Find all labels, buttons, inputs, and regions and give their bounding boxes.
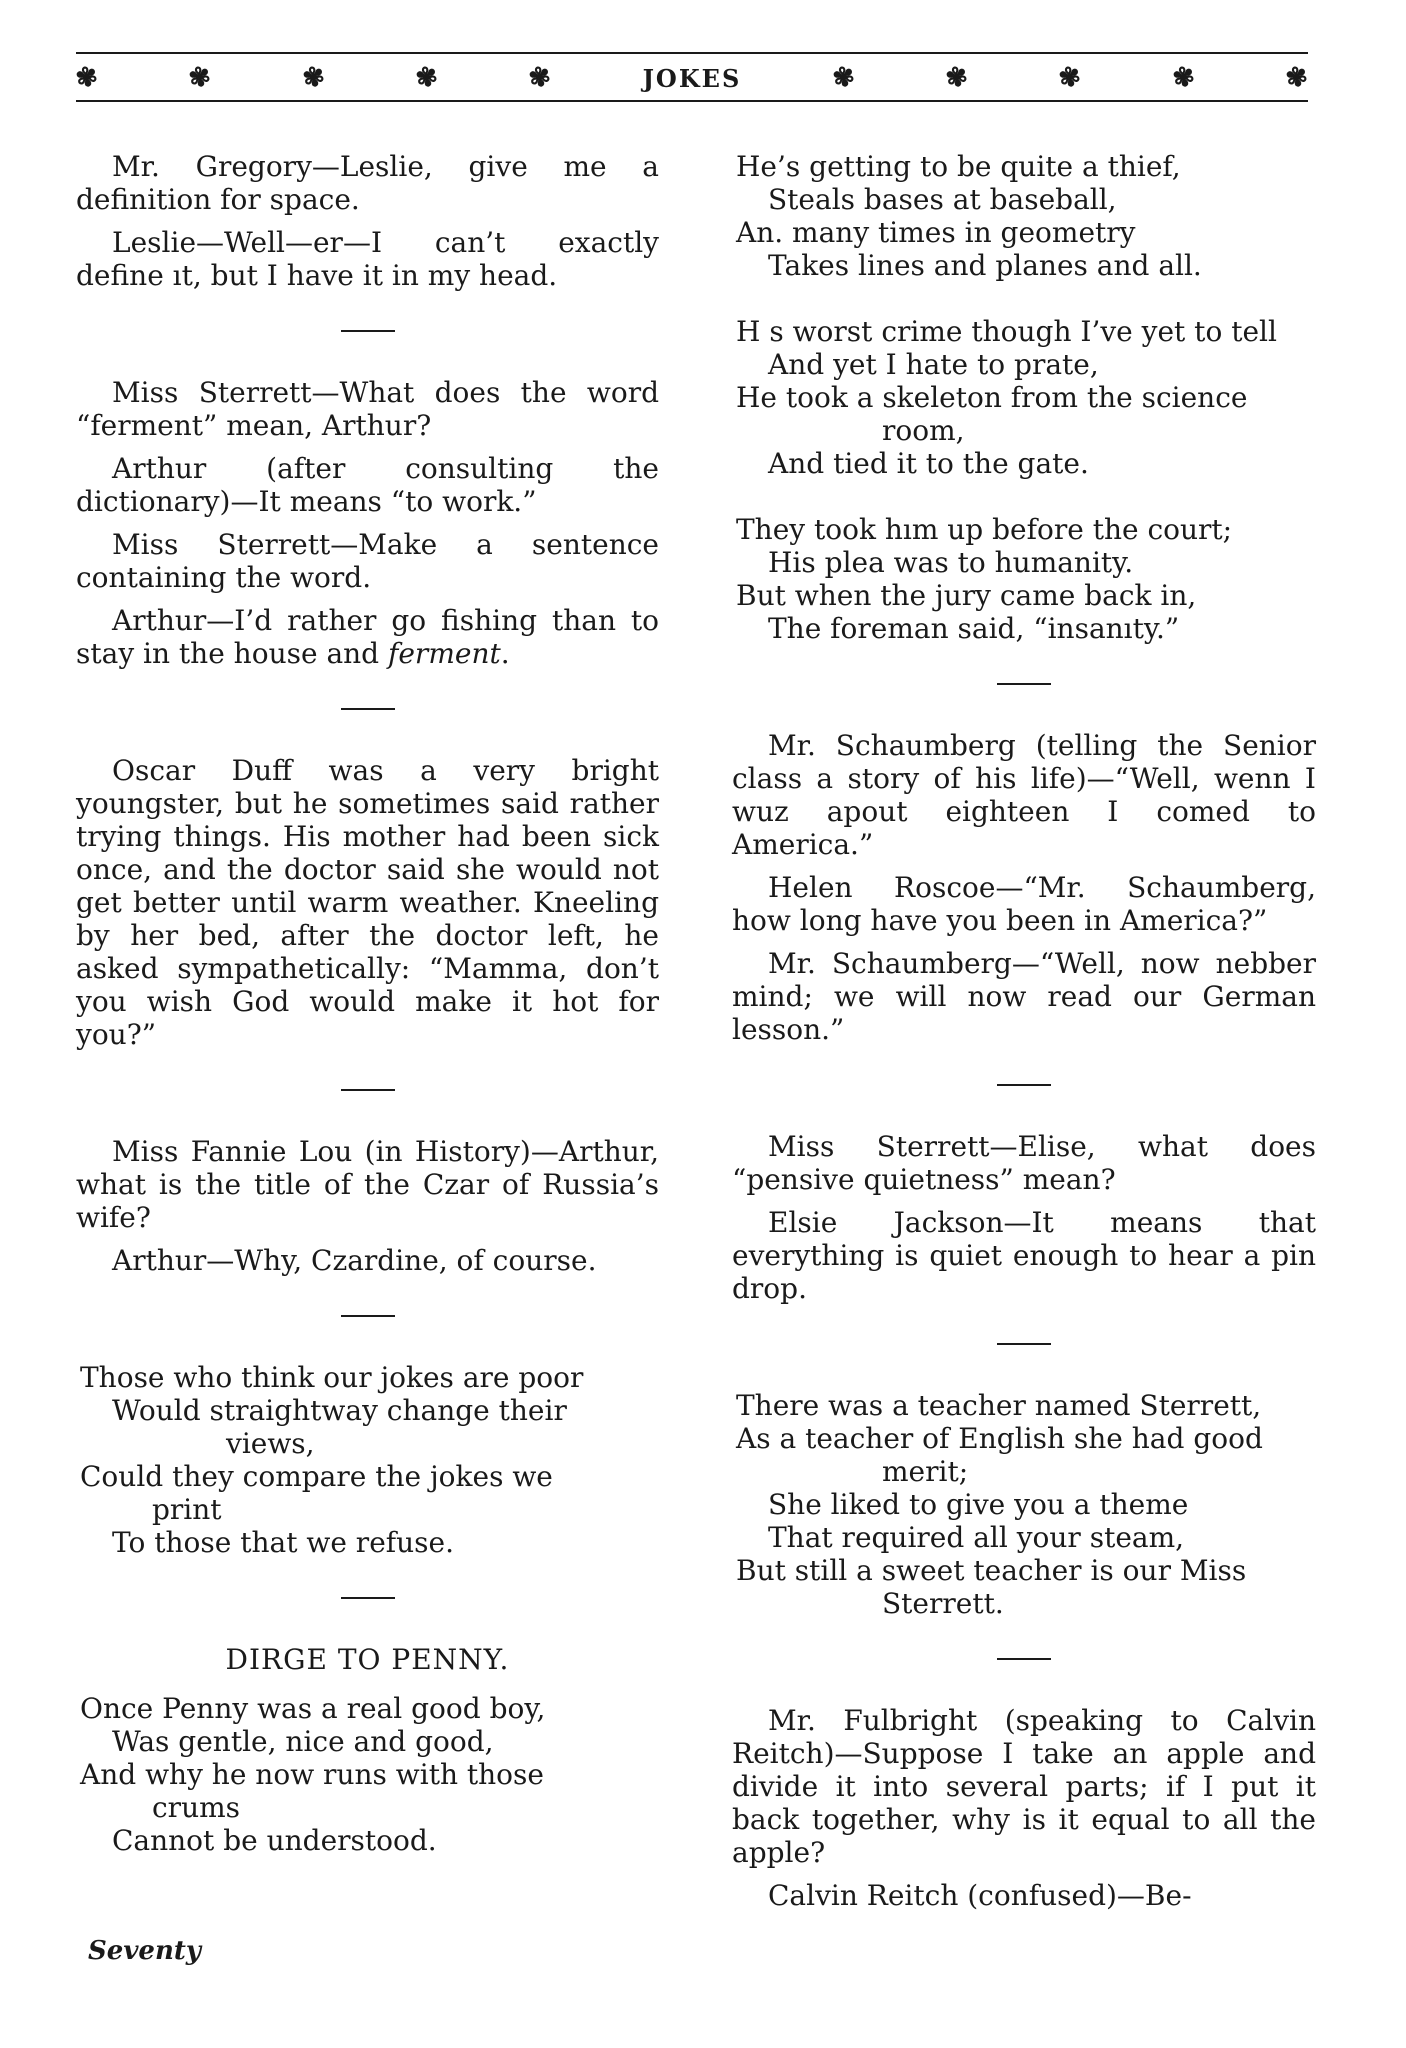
poem-line: And tied it to the gate. xyxy=(768,447,1089,480)
joke-gregory xyxy=(76,150,659,292)
separator xyxy=(341,1597,395,1599)
joke-text: . xyxy=(500,637,510,670)
poem-line: As a teacher of English she had good xyxy=(736,1422,1263,1455)
separator xyxy=(341,330,395,332)
poem-line: Would straightway change their xyxy=(112,1394,567,1427)
poem-line: Sterrett. xyxy=(882,1587,1004,1620)
joke-paragraph: Mr. Schaumberg (telling the Senior class a story of his life)—“Well, wenn I wuz apout eighteen I comed to America.” xyxy=(732,729,1316,861)
ornament-icon: ✾ xyxy=(1169,61,1198,95)
poem-line: The foreman said, “insanıty.” xyxy=(768,612,1180,645)
poem-sterrett xyxy=(732,1389,1316,1620)
joke-oscar xyxy=(76,754,659,1051)
joke-paragraph: Elsie Jackson—It means that everything is quiet enough to hear a pin drop. xyxy=(732,1206,1316,1305)
right-column xyxy=(732,150,1316,1912)
joke-fulbright xyxy=(732,1704,1316,1912)
joke-paragraph: Miss Fannie Lou (in History)—Arthur, what is the title of the Czar of Russia’s wife? xyxy=(76,1135,659,1234)
poem-line: An. many times in geometry xyxy=(736,216,1136,249)
poem-line: That required all your steam, xyxy=(768,1521,1185,1554)
poem-line: crums xyxy=(152,1791,241,1824)
separator xyxy=(341,708,395,710)
page-title: JOKES xyxy=(642,63,742,93)
poem-line: Those who think our jokes are poor xyxy=(80,1361,584,1394)
joke-paragraph: Leslie—Well—er—I can’t exactly define ıt, but I have it in my head. xyxy=(76,226,659,292)
poem-line: He took a skeleton from the science xyxy=(736,381,1248,414)
stanza-gap xyxy=(732,480,1316,513)
joke-czar xyxy=(76,1135,659,1277)
joke-paragraph: Miss Sterrett—What does the word “ferment” mean, Arthur? xyxy=(76,376,659,442)
joke-ferment xyxy=(76,376,659,670)
poem-line: And why he now runs with those xyxy=(80,1758,544,1791)
joke-paragraph xyxy=(76,604,659,670)
separator xyxy=(997,1084,1051,1086)
page-header xyxy=(73,52,1311,104)
poem-line: But when the jury came back in, xyxy=(736,579,1197,612)
ornament-icon: ✾ xyxy=(943,61,971,95)
joke-pensive xyxy=(732,1130,1316,1305)
ornament-icon: ✾ xyxy=(526,61,554,95)
separator xyxy=(997,1343,1051,1345)
poem-line: room, xyxy=(882,414,965,447)
poem-line: His plea was to humanity. xyxy=(768,546,1134,579)
left-column xyxy=(76,150,659,1857)
poem-line: They took hım up before the court; xyxy=(736,513,1233,546)
poem-line: To those that we refuse. xyxy=(112,1526,455,1559)
ornament-icon: ✾ xyxy=(1283,61,1311,95)
italic-word: ferment xyxy=(388,637,501,670)
joke-paragraph: Arthur (after consulting the dictionary)—It means “to work.” xyxy=(76,452,659,518)
ornament-icon: ✾ xyxy=(186,61,214,95)
poem-line: There was a teacher named Sterrett, xyxy=(736,1389,1262,1422)
poem-line: Was gentle, nice and good, xyxy=(112,1725,494,1758)
stanza-gap xyxy=(732,282,1316,315)
joke-schaumberg xyxy=(732,729,1316,1046)
poem-line: H s worst crime though I’ve yet to tell xyxy=(736,315,1277,348)
joke-paragraph: Miss Sterrett—Elise, what does “pensive quietness” mean? xyxy=(732,1130,1316,1196)
poem-line: Once Penny was a real good boy, xyxy=(80,1692,546,1725)
header-rule-top xyxy=(76,52,1308,54)
poem-line: And yet I hate to prate, xyxy=(768,348,1099,381)
header-rule-bottom xyxy=(76,100,1308,102)
page-number: Seventy xyxy=(88,1936,201,1966)
dirge-title: DIRGE TO PENNY. xyxy=(225,1643,510,1676)
ornament-icon: ✾ xyxy=(299,61,328,95)
separator xyxy=(997,683,1051,685)
separator xyxy=(997,1658,1051,1660)
joke-paragraph: Mr. Schaumberg—“Well, now nebber mind; we will now read our German lesson.” xyxy=(732,947,1316,1046)
joke-text: Arthur—I’d rather go fishing than to stay in the house and xyxy=(76,604,659,670)
poem-line: print xyxy=(152,1493,222,1526)
separator xyxy=(341,1089,395,1091)
poem-line: But still a sweet teacher is our Miss xyxy=(736,1554,1247,1587)
poem-line: Takes lines and planes and all. xyxy=(768,249,1202,282)
poem-line: Could they compare the jokes we xyxy=(80,1460,553,1493)
poem-dirge xyxy=(76,1692,659,1857)
poem-line: She liked to give you a theme xyxy=(768,1488,1189,1521)
joke-paragraph: Arthur—Why, Czardine, of course. xyxy=(112,1244,597,1277)
joke-paragraph: Mr. Fulbright (speaking to Calvin Reitch)—Suppose I take an apple and divide it into several parts; if I put it back together, why is it equal to all the apple? xyxy=(732,1704,1316,1869)
joke-paragraph: Mr. Gregory—Leslie, give me a definition for space. xyxy=(76,150,659,216)
joke-paragraph: Calvin Reitch (confused)—Be- xyxy=(768,1879,1192,1912)
poem-line: merit; xyxy=(882,1455,969,1488)
ornament-icon: ✾ xyxy=(73,61,101,95)
joke-paragraph: Helen Roscoe—“Mr. Schaumberg, how long have you been in America?” xyxy=(732,871,1316,937)
poem-line: Cannot be understood. xyxy=(112,1824,437,1857)
poem-line: Steals bases at baseball, xyxy=(768,183,1117,216)
ornament-icon: ✾ xyxy=(413,61,441,95)
poem-line: views, xyxy=(226,1427,315,1460)
poem-line: He’s getting to be quite a thief, xyxy=(736,150,1181,183)
separator xyxy=(341,1315,395,1317)
joke-paragraph: Miss Sterrett—Make a sentence containing the word. xyxy=(76,528,659,594)
joke-paragraph: Oscar Duff was a very bright youngster, but he sometimes said rather trying things. His mother had been sick once, and the doctor said she would not get better until warm weather. Kneeling by her bed, after the doctor left, he asked sympathetically: “Mamma, don’t you wish God would make it hot for you?” xyxy=(76,754,659,1051)
ornament-icon: ✾ xyxy=(1056,61,1085,95)
ornament-icon: ✾ xyxy=(829,61,858,95)
header-row xyxy=(73,60,1311,96)
poem-our-jokes xyxy=(76,1361,659,1559)
poem-thief xyxy=(732,150,1316,645)
